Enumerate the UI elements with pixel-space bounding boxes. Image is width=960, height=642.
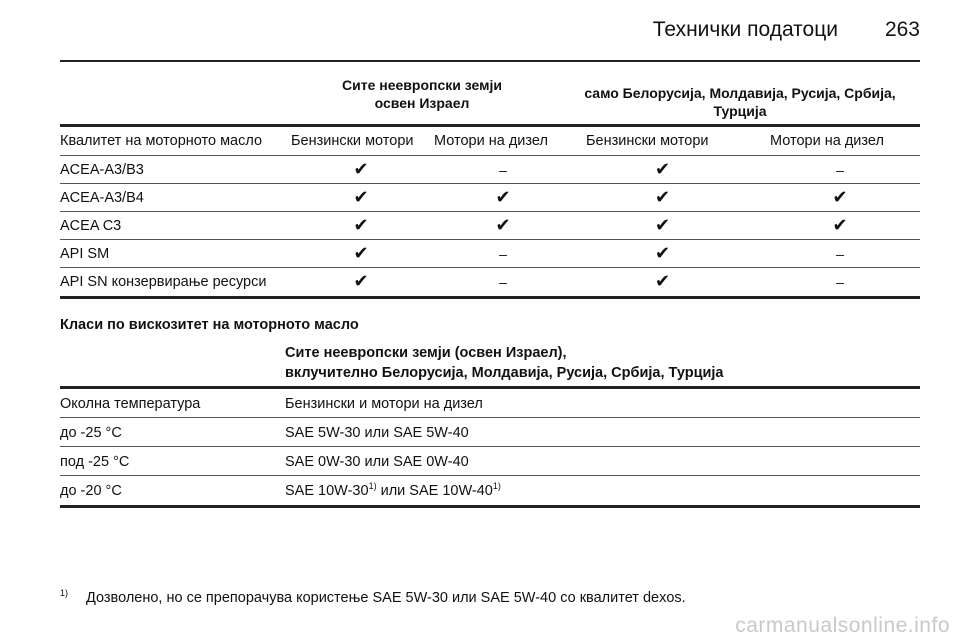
dash-mark: –: [499, 162, 507, 178]
column-header: Мотори на дизел: [434, 133, 548, 149]
viscosity-cell: [285, 483, 501, 499]
temperature-cell: под -25 °C: [60, 454, 130, 470]
footnote-ref: 1): [368, 481, 377, 491]
table-row: [60, 447, 920, 476]
table-row: [60, 212, 920, 240]
group-non-european: Сите неевропски земји освен Израел: [342, 77, 502, 111]
table-group-header: [60, 66, 920, 124]
check-icon: ✔: [832, 187, 848, 207]
check-icon: ✔: [654, 243, 671, 263]
dash-mark: –: [836, 274, 844, 290]
page-title: Технички податоци: [652, 18, 838, 41]
oil-spec-label: ACEA-A3/B4: [60, 190, 144, 206]
oil-quality-table: [60, 66, 920, 299]
temperature-cell: до -25 °C: [60, 425, 122, 441]
footnote-text: Дозволено, но се препорачува користење SAE 5W-30 или SAE 5W-40 со квалитет dexos.: [86, 590, 686, 606]
column-header: Мотори на дизел: [770, 133, 884, 149]
check-icon: ✔: [654, 159, 671, 179]
footnote-ref: 1): [492, 481, 501, 491]
viscosity-cell: SAE 0W-30 или SAE 0W-40: [285, 454, 469, 470]
section-title: Класи по вискозитет на моторното масло: [60, 317, 359, 333]
check-icon: ✔: [353, 159, 369, 179]
viscosity-table: [60, 340, 920, 508]
viscosity-text: или SAE 10W-40: [376, 483, 493, 499]
check-icon: ✔: [495, 187, 511, 207]
table-row: [60, 184, 920, 212]
page-number: 263: [884, 18, 920, 41]
check-icon: ✔: [654, 271, 671, 291]
check-icon: ✔: [495, 215, 511, 235]
table-row: [60, 476, 920, 505]
watermark: carmanualsonline.info: [735, 614, 950, 637]
column-header: Околна температура: [60, 396, 201, 412]
table-row: [60, 418, 920, 447]
viscosity-text: SAE 10W-30: [285, 483, 369, 499]
dash-mark: –: [836, 246, 844, 262]
group-belarus-etc: само Белорусија, Молдавија, Русија, Србија, Турција: [584, 85, 896, 119]
oil-spec-label: API SM: [60, 246, 110, 262]
table-row: [60, 240, 920, 268]
table-rule: [60, 296, 920, 299]
table-header-row: [60, 389, 920, 418]
group-line: вклучително Белорусија, Молдавија, Русија, Србија, Турција: [285, 365, 724, 381]
dash-mark: –: [499, 274, 507, 290]
footnote: [60, 590, 686, 606]
check-icon: ✔: [353, 243, 369, 263]
oil-spec-label: ACEA-A3/B3: [60, 162, 144, 178]
header-rule: [60, 60, 920, 62]
oil-spec-label: API SN конзервирање ресурси: [60, 274, 267, 290]
column-header: Бензински и мотори на дизел: [285, 396, 483, 412]
column-header: Квалитет на моторното масло: [60, 133, 263, 149]
table-group-header: [285, 340, 920, 386]
dash-mark: –: [836, 162, 844, 178]
check-icon: ✔: [832, 215, 848, 235]
group-line: Сите неевропски земји (освен Израел),: [285, 345, 567, 361]
viscosity-cell: SAE 5W-30 или SAE 5W-40: [285, 425, 469, 441]
temperature-cell: до -20 °C: [60, 483, 122, 499]
table-row: [60, 268, 920, 296]
page-header: [60, 14, 920, 58]
dash-mark: –: [499, 246, 507, 262]
check-icon: ✔: [654, 215, 671, 235]
table-rule: [60, 505, 920, 508]
column-header: Бензински мотори: [291, 133, 414, 149]
footnote-mark: 1): [60, 588, 69, 598]
table-row: [60, 156, 920, 184]
check-icon: ✔: [353, 271, 369, 291]
oil-spec-label: ACEA C3: [60, 218, 122, 234]
check-icon: ✔: [654, 187, 671, 207]
table-header-row: [60, 127, 920, 156]
check-icon: ✔: [353, 215, 369, 235]
check-icon: ✔: [353, 187, 369, 207]
column-header: Бензински мотори: [586, 133, 709, 149]
